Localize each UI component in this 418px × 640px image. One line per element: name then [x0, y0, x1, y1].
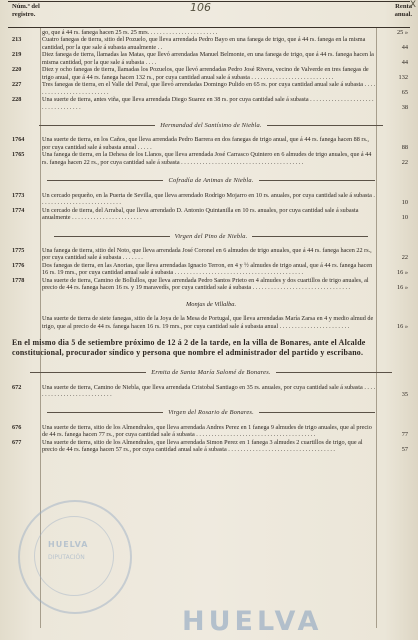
entry-annual-rent: 22 — [401, 254, 408, 262]
register-entry — [12, 66, 410, 81]
entry-text: Un cercado pequeño, en la Puerta de Sevilla, que lleva arrendado Rodrigo Mojarro en 10 rs. anuales, por cuya cantidad sale á subasta . . . . . . . . . . . . . . . . . . . . . . . . . . . — [42, 191, 375, 207]
entry-text: Dos fanegas de tierra, en las Anorias, que lleva arrendadas Ignacio Terron, en 4 y ½ almudes de trigo anual, que á 44 rs. fanega hacen 16 rs. 19 mrs., por cuya cantidad anual sale á subasta . . . . . . . . . . . . . . . . . . . . . . . . . . . . . . . . . . . . . . . . . . — [42, 261, 373, 277]
section-heading-cofradia: Cofradía de Animas de Niebla. — [12, 177, 410, 184]
entry-annual-rent: 22 — [401, 158, 408, 166]
document-body — [12, 29, 410, 454]
register-entry — [12, 262, 410, 277]
register-entry — [12, 29, 410, 36]
entry-number: 220 — [12, 66, 22, 74]
entries-group-f — [12, 384, 410, 399]
entry-text: Tres fanegas de tierra, en el Valle del Peral, que llevó arrendadas Domingo Pulido en 65 rs. por cuya cantidad anual sale á subasta . . . . . . . . . . . . . . . . . . . . . . . . . . — [42, 81, 376, 96]
entry-number: 227 — [12, 81, 22, 89]
entry-text: go, que á 44 rs. fanega hacen 25 rs. 25 mrs. . . . . . . . . . . . . . . . . . . . . . . — [42, 29, 218, 36]
register-entry — [12, 384, 410, 399]
entry-annual-rent: 44 — [401, 58, 408, 66]
huelva-watermark: HUELVA — [182, 606, 323, 637]
entry-number: 672 — [12, 383, 22, 391]
header-top-rule — [8, 1, 410, 2]
register-entry — [12, 315, 410, 330]
header-rent-title: Renta — [395, 3, 412, 10]
register-entry — [12, 424, 410, 439]
entry-number: 1775 — [12, 246, 25, 254]
entry-annual-rent: 57 — [401, 446, 408, 454]
entry-text: Una suerte de tierra, sitio de los Almendrales, que lleva arrendada Andres Perez en 1 fanega 9 almudes de trigo anuales, que al precio de 44 rs. fanega hacen 77 rs., por cuya cantidad sale á subasta . . . . . . . . . . . . . . . . . . . . . . . . . . . . . . . . . . . . . . . — [42, 423, 372, 439]
entry-annual-rent: 44 — [401, 43, 408, 51]
entry-number: 213 — [12, 36, 22, 44]
entry-annual-rent: 77 — [401, 431, 408, 439]
entry-text: Una suerte de tierra, Camino de Bollullos, que lleva arrendada Pedro Santos Prieto en 4 almudes y dos cuartillos de trigo anuales, al precio de 44 rs. fanega hacen 16 rs. y 19 maravedís, por cuya cantidad sale á subasta . . . . . . . . . . . . . . . . . . . . . . . . . . . . . . . . — [42, 276, 369, 292]
entry-annual-rent: 38 — [401, 103, 408, 111]
header-register-sub: registro. — [12, 10, 36, 18]
entries-group-c — [12, 192, 410, 222]
auction-notice-paragraph: En el mismo dia 5 de setiembre próximo de 12 á 2 de la tarde, en la villa de Bonares, ante el Alcalde constitucional, procurador síndico y persona que nombre el administrador del partido y escribano. — [12, 338, 366, 358]
entry-annual-rent: 10 — [401, 199, 408, 207]
entry-text: Una fanega de tierra, en la Dehesa de los Llanos, que lleva arrendada José Carrasco Quintero en 6 almudes de trigo anuales, que á 44 rs. fanega hacen 22 rs., por cuya cantidad sale á subasta . . . . . . . . . . . . . . . . . . . . . . . . . . . . . . . . . . . . . . . . — [42, 151, 372, 166]
entry-annual-rent: 25 » — [396, 29, 408, 36]
section-heading-monjas: Monjas de Villalba. — [185, 300, 237, 308]
entry-number: 676 — [12, 423, 22, 431]
entry-number: 1765 — [12, 151, 25, 159]
entries-group-b — [12, 136, 410, 166]
stamp-text-primary: HUELVA — [48, 540, 89, 549]
header-rent-sub: anual. — [394, 10, 412, 18]
library-stamp-watermark — [18, 500, 132, 614]
header-register-title: Núm.º del — [12, 3, 40, 10]
entry-text: Una fanega de tierra, sitio del Noto, que lleva arrendada José Coronel en 6 almudes de trigo anuales, que á 44 rs. fanega hacen 22 rs., por cuya cantidad sale á subasta . . . . . . . — [42, 246, 372, 262]
entry-annual-rent: 35 — [401, 390, 408, 398]
entry-text: Una suerte de tierra, Camino de Niebla, que lleva arrendada Cristobal Santiago en 35 rs. anuales, por cuya cantidad sale á subasta . . . . . . . . . . . . . . . . . . . . . . . . . . . — [42, 383, 376, 398]
entry-annual-rent: 16 » — [396, 322, 408, 330]
page-number: 106 — [190, 1, 211, 14]
entry-text: Diez y ocho fanegas de tierra, llamadas los Pozuelos, que llevó arrendadas Pedro José Rivera, vecino de Valverde en tres fanegas de trigo anual, que á 44 rs. fanega hacen 132 rs., por cuya cantidad anual sale á subasta . . . . . . . . . . . . . . . . . . . . . . . . . . . — [42, 66, 369, 81]
entry-annual-rent: 88 — [401, 143, 408, 151]
entry-text: Una suerte de tierra, sitio de los Almendrales, que lleva arrendada Simon Perez en 1 fanega 3 almudes 2 cuartillos de trigo, que al precio de 44 rs. fanega hacen 57 rs., por cuya cantidad anual sale á subasta . . . . . . . . . . . . . . . . . . . . . . . . . . . . . . . . . . . — [42, 438, 363, 454]
corner-mark: X — [409, 0, 416, 10]
entry-number: 677 — [12, 438, 22, 446]
section-heading-hermandad: Hermandad del Santísimo de Niebla. — [12, 122, 410, 129]
entry-annual-rent: 10 — [401, 214, 408, 222]
register-entry — [12, 36, 410, 51]
register-entry — [12, 51, 410, 66]
entry-number: 228 — [12, 96, 22, 104]
column-header-register — [12, 3, 40, 18]
section-heading-ermita: Ermita de Santa María Salomé de Bonares. — [12, 369, 410, 376]
entry-text: Diez fanega de tierra, llamadas las Matas, que llevó arrendadas Manuel Belmonte, en una fanega de trigo, que á 44 rs. fanega hacen la misma cantidad, por la que sale á subasta . . . . — [42, 51, 374, 66]
register-entry — [12, 207, 410, 222]
header-bottom-rule — [8, 27, 410, 28]
entry-annual-rent: 132 — [398, 73, 408, 81]
entry-number: 1773 — [12, 191, 25, 199]
entry-text: Cuatro fanegas de tierra, sitio del Pozuelo, que lleva arrendada Pedro Bayo en una fanega de trigo, que á 44 rs. fanega en la misma cantidad, por la que sale á subasta anualmente . . — [42, 36, 366, 51]
register-entry — [12, 277, 410, 292]
entry-number: 1764 — [12, 136, 25, 144]
entries-group-d — [12, 247, 410, 292]
section-heading-virgen-pino: Virgen del Pino de Niebla. — [12, 233, 410, 240]
entry-text: Una suerte de tierra, en los Caños, que lleva arrendada Pedro Barrera en dos fanegas de trigo anual, que á 44 rs. fanega hacen 88 rs., por cuya cantidad sale á subasta anual . . . . . — [42, 136, 369, 151]
register-entry — [12, 192, 410, 207]
entry-number: 1774 — [12, 206, 25, 214]
entry-text: Un cercado de tierra, del Arrabal, que lleva arrendado D. Antonio Quintanilla en 10 rs. anuales, por cuya cantidad sale á subasta anualmente . . . . . . . . . . . . . . . . . . . . . . . — [42, 206, 359, 222]
register-entry — [12, 247, 410, 262]
entries-group-a — [12, 29, 410, 111]
stamp-text-secondary: DIPUTACIÓN — [48, 554, 85, 561]
entries-group-g — [12, 424, 410, 454]
register-entry — [12, 96, 410, 111]
entry-annual-rent: 16 » — [396, 284, 408, 292]
entries-group-e — [12, 315, 410, 330]
entry-text: Una suerte de tierra, antes viña, que lleva arrendada Diego Suarez en 38 rs. por cuya cantidad sale á subasta . . . . . . . . . . . . . . . . . . . . . . . . . . . . . . . . . . — [42, 96, 374, 111]
entry-text: Una suerte de tierra de siete fanegas, sitio de la Joya de la Mesa de Portugal, que lleva arrendadas María Zarsa en 4 y medio almud de trigo, que al precio de 44 rs. fanega hacen 16 rs. 19 mrs., por cuya cantidad sale á subasta anual . . . . . . . . . . . . . . . . . . . . . . . — [42, 315, 374, 330]
register-entry — [12, 151, 410, 166]
register-entry — [12, 439, 410, 454]
entry-annual-rent: 65 — [401, 88, 408, 96]
entry-number: 1778 — [12, 276, 25, 284]
section-heading-virgen-rosario: Virgen del Rosario de Bonares. — [12, 409, 410, 416]
entry-annual-rent: 16 » — [396, 269, 408, 277]
entry-number: 1776 — [12, 261, 25, 269]
entry-number: 219 — [12, 51, 22, 59]
register-entry — [12, 136, 410, 151]
register-entry — [12, 81, 410, 96]
